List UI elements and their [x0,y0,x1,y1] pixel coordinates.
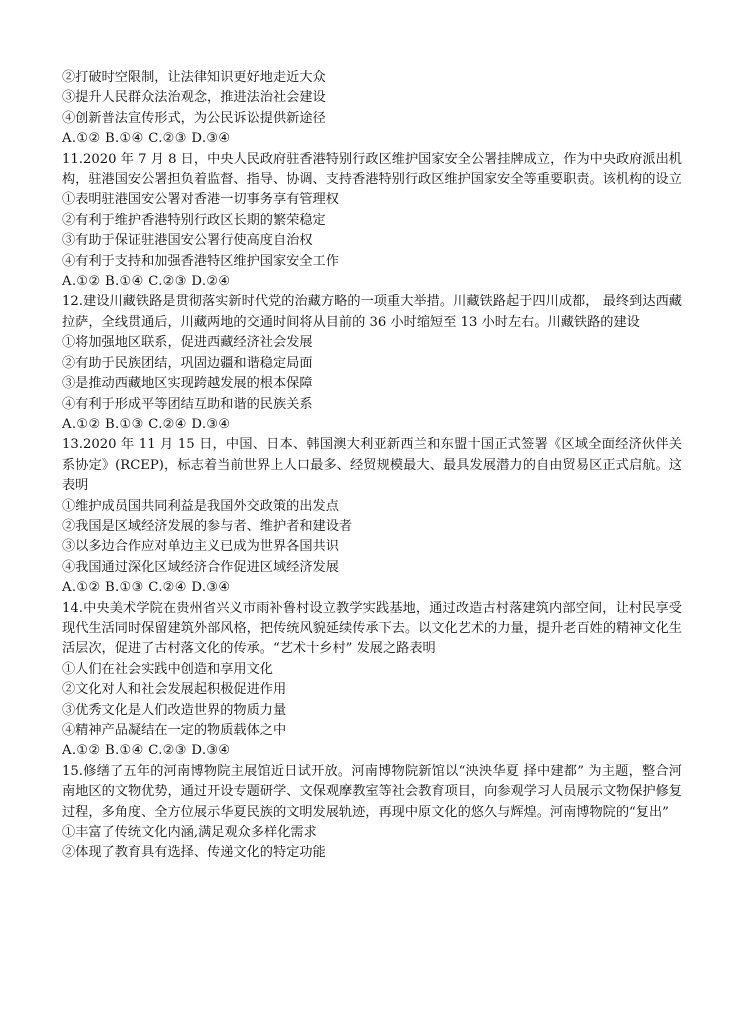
answers-11: A.①② B.①④ C.②③ D.②④ [62,274,231,290]
exam-page [62,68,682,864]
question-11 [62,150,682,293]
option-13-1: ①维护成员国共同利益是我国外交政策的出发点 [62,498,339,514]
option-15-1: ①丰富了传统文化内涵,满足观众多样化需求 [62,825,317,841]
question-10-tail [62,68,682,150]
option-14-1: ①人们在社会实践中创造和享用文化 [62,661,273,677]
answers-10: A.①② B.①④ C.②③ D.③④ [62,131,231,147]
option-11-3: ③有助于保证驻港国安公署行使高度自治权 [62,233,313,249]
option-13-2: ②我国是区域经济发展的参与者、维护者和建设者 [62,518,353,534]
option-10-3: ③提升人民群众法治观念，推进法治社会建设 [62,90,326,106]
option-13-4: ④我国通过深化区域经济合作促进区域经济发展 [62,559,339,575]
option-11-4: ④有利于支持和加强香港特区维护国家安全工作 [62,253,339,269]
question-15 [62,762,682,864]
question-14-stem: 14.中央美术学院在贵州省兴义市雨补鲁村设立教学实践基地，通过改造古村落建筑内部空间，让村民享受现代生活同时保留建筑外部风格，把传统风貌延续传承下去。以文化艺术的力量，提升老百姓的精神文化生活层次，促进了古村落文化的传承。“艺术十乡村” 发展之路表明 [62,600,682,657]
option-14-3: ③优秀文化是人们改造世界的物质力量 [62,702,287,718]
answers-12: A.①② B.①③ C.②④ D.③④ [62,416,231,432]
option-12-1: ①将加强地区联系，促进西藏经济社会发展 [62,335,313,351]
question-13-stem: 13.2020 年 11 月 15 日，中国、日本、韩国澳大利亚新西兰和东盟十国正式签署《区域全面经济伙伴关系协定》(RCEP)，标志着当前世界上人口最多、经贸规模最大、最具发展潜力的自由贸易区正式启航。这表明 [62,437,682,494]
question-11-stem: 11.2020 年 7 月 8 日，中央人民政府驻香港特别行政区维护国家安全公署挂牌成立，作为中央政府派出机构，驻港国安公署担负着监督、指导、协调、支持香港特别行政区维护国家安全等重要职责。该机构的设立 [62,151,682,188]
option-12-4: ④有利于形成平等团结互助和谐的民族关系 [62,396,313,412]
question-12-stem: 12.建设川藏铁路是贯彻落实新时代党的治藏方略的一项重大举措。川藏铁路起于四川成都， 最终到达西藏拉萨，全线贯通后，川藏两地的交通时间将从目前的 36 小时缩短至 13 小时左右。川藏铁路的建设 [62,294,682,330]
answers-14: A.①② B.①④ C.②③ D.③④ [62,743,231,759]
option-11-1: ①表明驻港国安公署对香港一切事务享有管理权 [62,192,339,208]
question-12 [62,292,682,435]
option-15-2: ②体现了教育具有选择、传递文化的特定功能 [62,845,326,861]
option-12-2: ②有助于民族团结，巩固边疆和谐稳定局面 [62,355,313,371]
option-10-2: ②打破时空限制，让法律知识更好地走近大众 [62,70,326,85]
question-15-stem: 15.修缮了五年的河南博物院主展馆近日试开放。河南博物院新馆以“泱泱华夏 择中建都” 为主题，整合河南地区的文物优势，通过开设专题研学、文保观摩教室等社会教育项目，向参观学习人员展示文物保护修复过程，多角度、全方位展示华夏民族的文明发展轨迹，再现中原文化的悠久与辉煌。河南博物院的“复出” [62,763,682,820]
option-14-4: ④精神产品凝结在一定的物质载体之中 [62,723,287,738]
question-13 [62,435,682,598]
option-13-3: ③以多边合作应对单边主义已成为世界各国共识 [62,539,339,555]
option-11-2: ②有利于维护香港特别行政区长期的繁荣稳定 [62,212,326,228]
option-12-3: ③是推动西藏地区实现跨越发展的根本保障 [62,376,313,392]
option-10-4: ④创新普法宣传形式，为公民诉讼提供新途径 [62,110,326,126]
answers-13: A.①② B.①③ C.②④ D.③④ [62,580,231,596]
option-14-2: ②文化对人和社会发展起积极促进作用 [62,682,287,698]
question-14 [62,599,682,762]
